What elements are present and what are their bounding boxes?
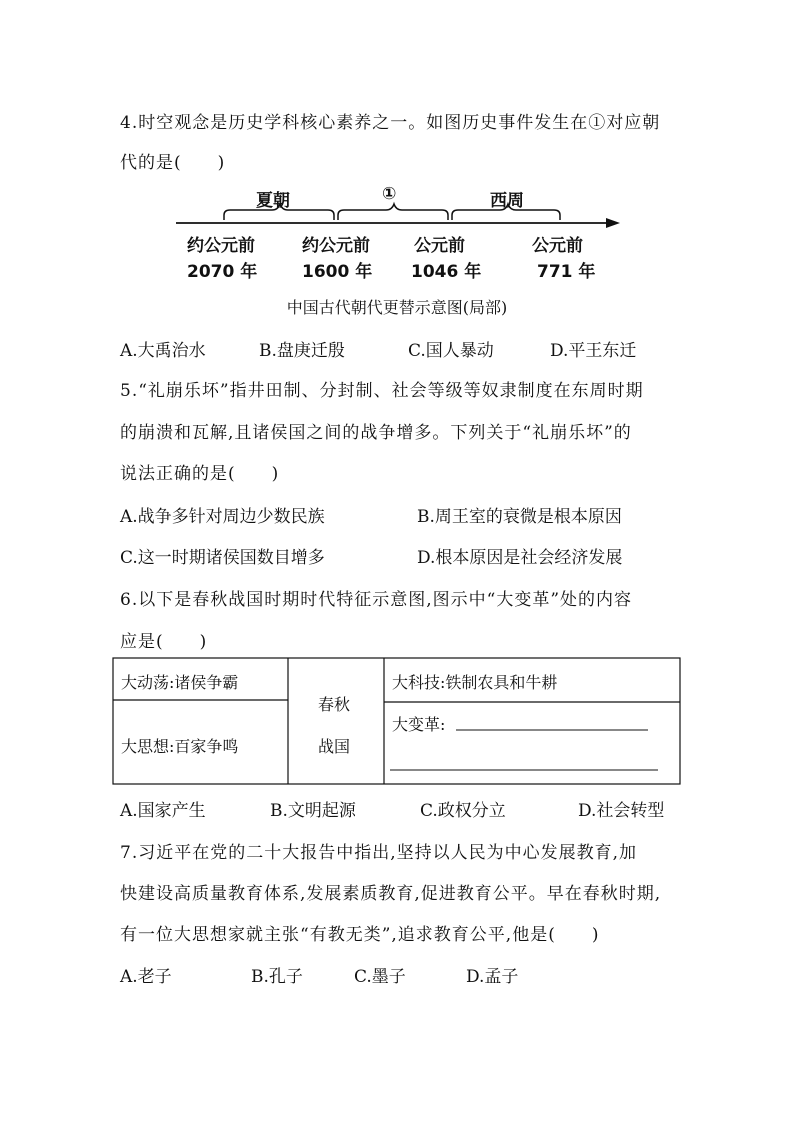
timeline-caption: 中国古代朝代更替示意图(局部) (286, 298, 508, 317)
q4-option-d[interactable]: D.平王东迁 (550, 341, 637, 361)
table-right-bottom: 大变革: (392, 715, 446, 734)
timeline-arrow-icon (606, 218, 620, 228)
q6-option-d[interactable]: D.社会转型 (578, 801, 665, 821)
q5-stem-line2: 的崩溃和瓦解,且诸侯国之间的战争增多。下列关于“礼崩乐坏”的 (120, 423, 632, 443)
q4-option-b[interactable]: B.盘庚迁殷 (259, 341, 345, 361)
q7-stem-line2: 快建设高质量教育体系,发展素质教育,促进教育公平。早在春秋时期, (120, 884, 662, 904)
q6-option-b[interactable]: B.文明起源 (270, 801, 356, 821)
table-center-bottom: 战国 (318, 737, 351, 756)
date-bottom-3: 1046 年 (411, 262, 482, 282)
q7-option-d[interactable]: D.孟子 (466, 967, 519, 987)
date-bottom-1: 2070 年 (187, 262, 258, 282)
table-center-top: 春秋 (318, 695, 351, 714)
timeline-diagram (0, 180, 794, 290)
q7-option-c[interactable]: C.墨子 (354, 967, 406, 987)
q4-stem-line2: 代的是( ) (120, 153, 226, 173)
q5-stem-line1: 5.“礼崩乐坏”指井田制、分封制、社会等级等奴隶制度在东周时期 (120, 381, 644, 401)
period-label-1: ① (382, 184, 397, 204)
q6-option-a[interactable]: A.国家产生 (120, 801, 206, 821)
date-top-2: 约公元前 (302, 236, 370, 256)
brace-shang (338, 204, 448, 220)
date-bottom-4: 771 年 (537, 262, 596, 282)
period-label-xia: 夏朝 (256, 191, 290, 211)
q4-option-a[interactable]: A.大禹治水 (120, 341, 206, 361)
q5-option-b[interactable]: B.周王室的衰微是根本原因 (417, 507, 622, 527)
table-left-bottom: 大思想:百家争鸣 (121, 737, 239, 756)
q6-stem-line1: 6.以下是春秋战国时期时代特征示意图,图示中“大变革”处的内容 (120, 590, 633, 610)
q7-option-b[interactable]: B.孔子 (251, 967, 303, 987)
q4-option-c[interactable]: C.国人暴动 (408, 341, 494, 361)
q5-option-a[interactable]: A.战争多针对周边少数民族 (120, 507, 325, 527)
table-left-top: 大动荡:诸侯争霸 (121, 673, 239, 692)
q5-option-c[interactable]: C.这一时期诸侯国数目增多 (120, 548, 325, 568)
date-top-4: 公元前 (532, 236, 583, 256)
q5-option-d[interactable]: D.根本原因是社会经济发展 (417, 548, 623, 568)
date-bottom-2: 1600 年 (302, 262, 373, 282)
date-top-1: 约公元前 (187, 236, 255, 256)
date-top-3: 公元前 (414, 236, 465, 256)
q6-option-c[interactable]: C.政权分立 (420, 801, 506, 821)
q5-stem-line3: 说法正确的是( ) (120, 464, 280, 484)
q7-stem-line3: 有一位大思想家就主张“有教无类”,追求教育公平,他是( ) (120, 925, 600, 945)
q6-stem-line2: 应是( ) (120, 632, 208, 652)
q7-option-a[interactable]: A.老子 (120, 967, 172, 987)
table-right-top: 大科技:铁制农具和牛耕 (392, 673, 558, 692)
q7-stem-line1: 7.习近平在党的二十大报告中指出,坚持以人民为中心发展教育,加 (120, 843, 638, 863)
q4-stem-line1: 4.时空观念是历史学科核心素养之一。如图历史事件发生在①对应朝 (120, 113, 661, 133)
period-label-xizhou: 西周 (490, 191, 524, 211)
